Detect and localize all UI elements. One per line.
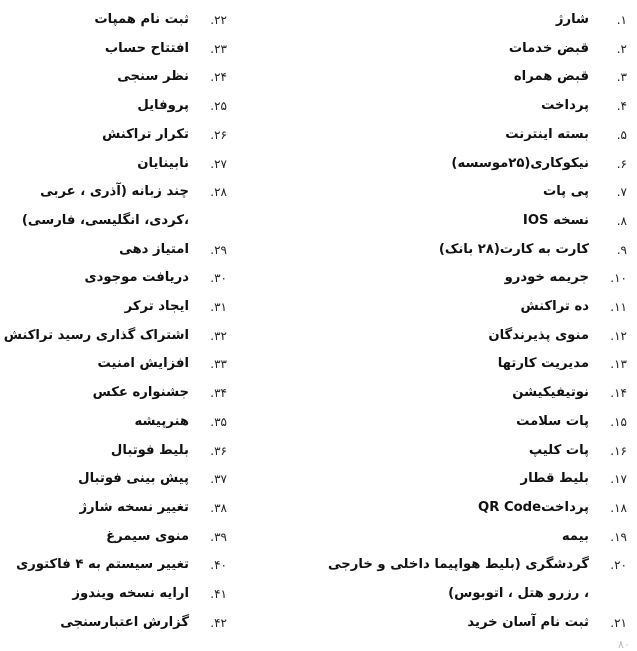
list-item: ۲۵. پروفایل — [137, 98, 227, 114]
list-item: ۶. نیکوکاری(۲۵موسسه) — [451, 155, 627, 171]
list-item: ۹. کارت به کارت(۲۸ بانک) — [438, 241, 627, 257]
list-item: ۲. قبض خدمات — [508, 40, 627, 56]
list-item: ۱. شارژ — [555, 12, 627, 27]
list-item: ۲۱. ثبت نام آسان خرید — [467, 614, 627, 630]
list-item: ۲۹. امتیاز دهی — [119, 241, 227, 257]
list-item: ۳۶. بلیط فوتبال — [110, 442, 227, 458]
list-item: ۱۲. منوی پذیرندگان — [488, 327, 627, 343]
list-item: ۳۷. پیش بینی فوتبال — [78, 471, 227, 487]
list-item: ۵. بسته اینترنت — [505, 126, 627, 142]
list-item: ۳. قبض همراه — [513, 69, 627, 85]
feature-list-left — [0, 6, 227, 637]
feature-list-right — [309, 6, 627, 637]
page-number: ۸۰ — [618, 638, 630, 651]
list-item: ۱۷. بلیط قطار — [520, 471, 627, 487]
list-item: ۴۲. گزارش اعتبارسنجی — [60, 614, 227, 630]
list-item: ۱۹. بیمه — [561, 528, 627, 544]
list-item: ۳۸. تغییر نسخه شارژ — [79, 499, 227, 515]
list-item: ۳۹. منوی سیمرغ — [106, 528, 227, 544]
list-item: ۴۱. ارایه نسخه ویندوز — [72, 586, 227, 602]
list-item: ۱۱. ده تراکنش — [520, 299, 627, 315]
list-item: ۱۶. پات کلیپ — [528, 442, 627, 458]
list-item: ۳۲. اشتراک گذاری رسید تراکنش — [3, 327, 227, 343]
list-item: ۸. نسخه IOS — [522, 212, 627, 228]
list-item: ۳۳. افزایش امنیت — [97, 356, 227, 372]
list-item: ۴۰. تغییر سیستم به ۴ فاکتوری — [16, 557, 227, 573]
list-item: ۱۰. جریمه خودرو — [504, 270, 627, 286]
list-item: ۳۱. ایجاد ترکر — [124, 299, 227, 315]
list-item: ۲۶. تکرار تراکنش — [102, 126, 227, 142]
list-item: ۱۴. نوتیفیکیشن — [512, 385, 627, 401]
list-item: ۲۴. نظر سنجی — [117, 69, 227, 85]
list-item: ۱۵. پات سلامت — [516, 413, 627, 429]
list-item: ۱۳. مدیریت کارتها — [497, 356, 627, 372]
list-item: ۳۵. هنرپیشه — [134, 413, 227, 429]
list-item: ۲۲. ثبت نام همپات — [94, 12, 227, 27]
list-item: ۴. پرداخت — [541, 98, 627, 114]
list-item: ۷. پی پات — [542, 184, 627, 200]
list-item: ۲۳. افتتاح حساب — [104, 40, 227, 56]
list-item: ۱۸. پرداختQR Code — [477, 499, 627, 515]
list-item: ۲۸. چند زبانه (آذری ، عربی ،کردی، انگلیسی، فارسی) — [21, 184, 227, 228]
list-item: ۳۴. جشنواره عکس — [92, 385, 227, 401]
list-item: ۳۰. دریافت موجودی — [84, 270, 227, 286]
list-item: ۲۷. نابینایان — [137, 155, 227, 171]
list-item: ۲۰. گردشگری (بلیط هواپیما داخلی و خارجی ، رزرو هتل ، اتوبوس) — [327, 557, 627, 602]
